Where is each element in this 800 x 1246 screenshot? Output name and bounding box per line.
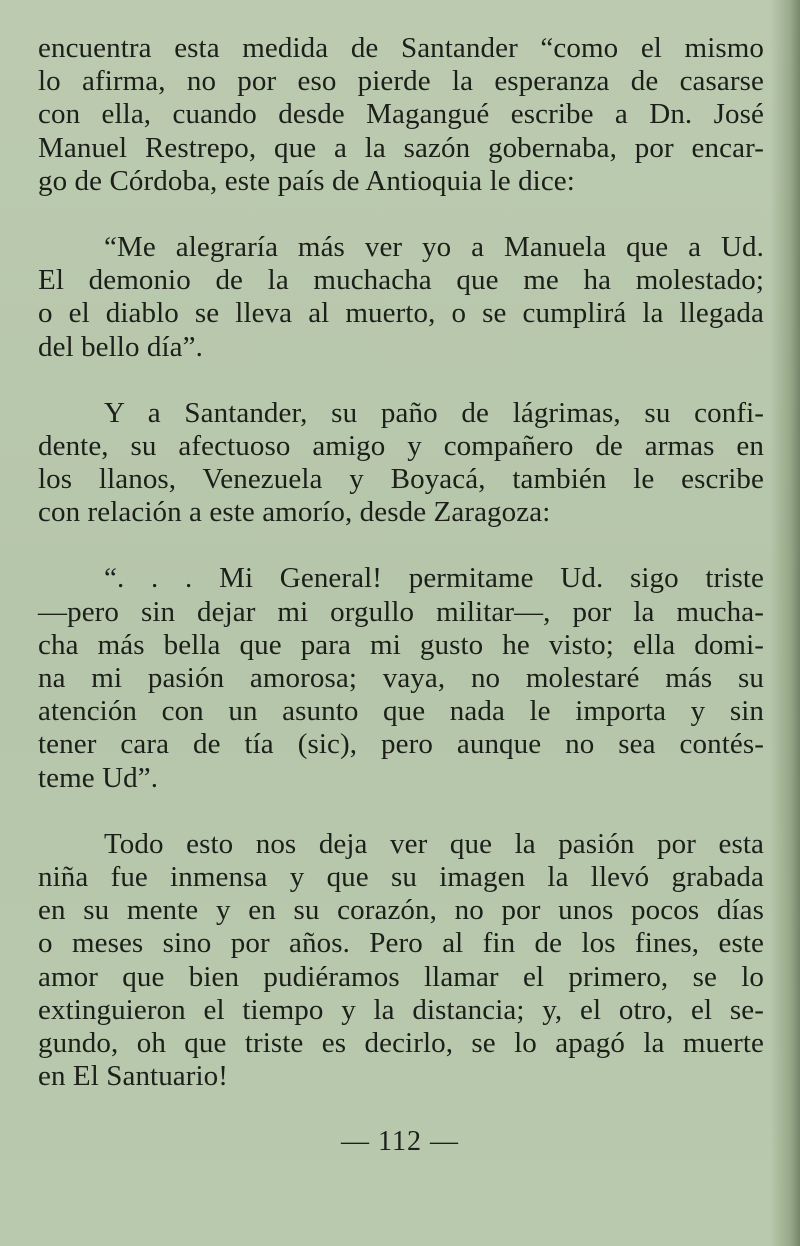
paragraph (38, 32, 764, 198)
text-line: o meses sino por años. Pero al fin de los fines, este (38, 927, 764, 960)
text-line: Todo esto nos deja ver que la pasión por esta (104, 827, 764, 860)
body-text (38, 32, 764, 1093)
text-line: teme Ud”. (38, 761, 159, 794)
text-line: con ella, cuando desde Magangué escribe a Dn. José (38, 98, 764, 131)
paragraph (38, 828, 764, 1094)
text-line: cha más bella que para mi gusto he visto; ella domi- (38, 628, 764, 661)
paragraph (38, 562, 764, 794)
text-line: tener cara de tía (sic), pero aunque no sea contés- (38, 728, 764, 761)
text-line: atención con un asunto que nada le importa y sin (38, 695, 764, 728)
text-line: Y a Santander, su paño de lágrimas, su confi- (104, 396, 764, 429)
paragraph (38, 397, 764, 530)
text-line: Manuel Restrepo, que a la sazón gobernaba, por encar- (38, 131, 764, 164)
text-line: en su mente y en su corazón, no por unos pocos días (38, 894, 764, 927)
text-line: —pero sin dejar mi orgullo militar—, por la mucha- (38, 595, 764, 628)
text-line: na mi pasión amorosa; vaya, no molestaré más su (38, 662, 764, 694)
text-line: o el diablo se lleva al muerto, o se cumplirá la llegada (38, 297, 764, 330)
text-line: dente, su afectuoso amigo y compañero de armas en (38, 429, 764, 462)
text-line: extinguieron el tiempo y la distancia; y, el otro, el se- (38, 993, 764, 1026)
text-line: lo afirma, no por eso pierde la esperanza de casarse (38, 65, 764, 98)
text-line: niña fue inmensa y que su imagen la llevó grabada (38, 860, 764, 893)
text-line: del bello día”. (38, 330, 203, 363)
text-line: con relación a este amorío, desde Zaragoza: (38, 496, 551, 529)
text-line: encuentra esta medida de Santander “como el mismo (38, 32, 764, 64)
text-line: “Me alegraría más ver yo a Manuela que a Ud. (104, 230, 764, 263)
text-line: amor que bien pudiéramos llamar el primero, se lo (38, 960, 764, 993)
text-line: El demonio de la muchacha que me ha molestado; (38, 264, 764, 297)
text-line: los llanos, Venezuela y Boyacá, también le escribe (38, 463, 764, 496)
paragraph (38, 231, 764, 364)
text-line: en El Santuario! (38, 1060, 229, 1093)
page-number: — 112 — (341, 1126, 459, 1157)
text-line: “. . . Mi General! permitame Ud. sigo triste (104, 562, 764, 595)
text-line: go de Córdoba, este país de Antioquia le dice: (38, 164, 575, 197)
text-line: gundo, oh que triste es decirlo, se lo apagó la muerte (38, 1026, 764, 1059)
